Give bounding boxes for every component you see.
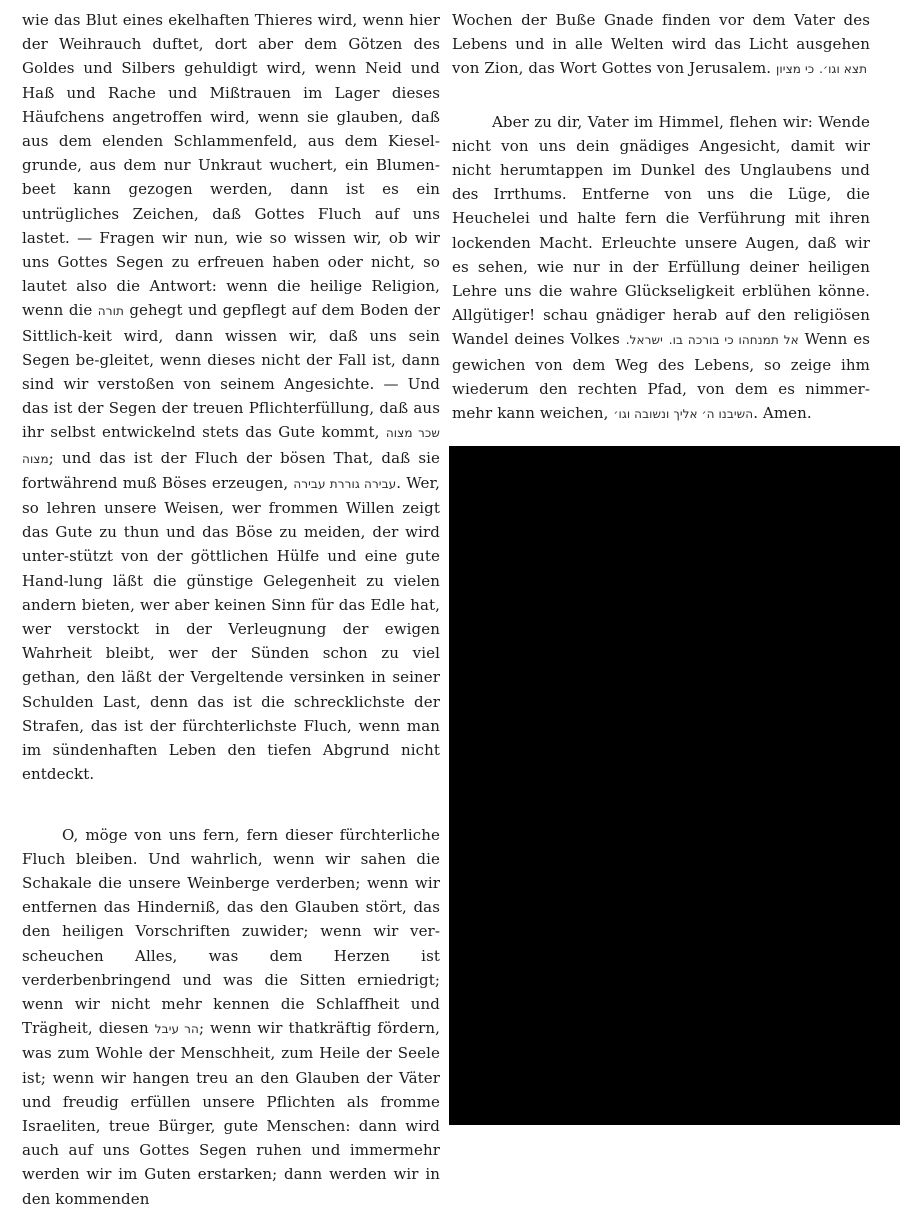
scan-black-region	[449, 446, 900, 1125]
text-segment: Wochen der Buße Gnade finden vor dem Vater des Lebens und in alle Welten wird das Licht ausgehen von Zion, das Wort Gottes von Jerusalem.	[452, 11, 870, 78]
text-segment: Wenn es gewichen von dem Weg des Lebens, so zeige ihm wiederum den rechten Pfad, von dem es nimmer-mehr kann weichen,	[452, 330, 870, 423]
hebrew-phrase: עבירה גוררת עבירה	[293, 476, 397, 491]
paragraph-gap	[452, 82, 870, 110]
hebrew-phrase: אל תמנחהו כי בורכה בו.	[668, 333, 799, 348]
text-segment: wie das Blut eines ekelhaften Thieres wird, wenn hier der Weihrauch duftet, dort aber dem Götzen des Goldes und Silbers gehuldigt wird, wenn Neid und Haß und Rache und Mißtrauen im Lager dieses Häufchens angetroffen wird, wenn sie glauben, daß aus dem elenden Schlammenfeld, aus dem Kiesel-grunde, aus dem nur Unkraut wuchert, ein Blumen-beet kann gezogen werden, dann ist es ein untrügliches Zeichen, daß Gottes Fluch auf uns lastet. — Fragen wir nun, wie so wissen wir, ob wir uns Gottes Segen zu erfreuen haben oder nicht, so lautet also die Antwort: wenn die heilige Religion, wenn die	[22, 11, 440, 320]
text-segment: ; und das ist der Fluch der bösen That, daß sie fortwährend muß Böses erzeugen,	[22, 448, 440, 492]
hebrew-phrase: כי מציון	[776, 62, 815, 77]
right-column	[452, 8, 870, 426]
left-column	[22, 8, 440, 1211]
hebrew-phrase: תורה	[97, 304, 124, 319]
right-paragraph-2	[452, 110, 870, 427]
hebrew-phrase: ישראל.	[625, 333, 663, 348]
hebrew-phrase: השיבנו ה׳ אליך ונשובה וגו׳	[613, 407, 754, 422]
left-paragraph-1	[22, 8, 440, 787]
left-paragraph-2	[22, 823, 440, 1211]
paragraph-gap	[22, 787, 440, 823]
hebrew-phrase: תצא וגו׳.	[819, 62, 868, 77]
text-segment: ; wenn wir thatkräftig fördern, was zum Wohle der Menschheit, zum Heile der Seele ist; wenn wir hangen treu an den Glauben der Väter und freudig erfüllen unsere Pflichten als fromme Israeliten, treue Bürger, gute Menschen: dann wird auch auf uns Gottes Segen ruhen und immermehr werden wir im Guten erstarken; dann werden wir in den kommenden	[22, 1019, 440, 1208]
hebrew-phrase: הר עיבל	[154, 1022, 199, 1037]
text-segment: . Amen.	[753, 404, 812, 423]
text-segment: gehegt und gepflegt auf dem Boden der Sittlich-keit wird, dann wissen wir, daß uns sein Segen be-gleitet, wenn dieses nicht der Fall ist, dann sind wir verstoßen von seinem Angesichte. — Und das ist der Segen der treuen Pflichterfüllung, daß aus ihr selbst entwickelnd stets das Gute kommt,	[22, 301, 440, 442]
right-paragraph-1	[452, 8, 870, 82]
text-segment: O, möge von uns fern, fern dieser fürchterliche Fluch bleiben. Und wahrlich, wenn wir sahen die Schakale die unsere Weinberge verderben; wenn wir entfernen das Hinderniß, das den Glauben stört, das den heiligen Vorschriften zuwider; wenn wir ver-scheuchen Alles, was dem Herzen ist verderbenbringend und was die Sitten erniedrigt; wenn wir nicht mehr kennen die Schlaffheit und Trägheit, diesen	[22, 825, 440, 1038]
text-segment: . Wer, so lehren unsere Weisen, wer frommen Willen zeigt das Gute zu thun und das Böse zu meiden, der wird unter-stützt von der göttlichen Hülfe und eine gute Hand-lung läßt die günstige Gelegenheit zu vielen andern bieten, wer aber keinen Sinn für das Edle hat, wer verstockt in der Verleugnung der ewigen Wahrheit bleibt, wer der Sünden schon zu viel gethan, den läßt der Vergeltende versinken in seiner Schulden Last, denn das ist die schrecklichste der Strafen, das ist der fürchterlichste Fluch, wenn man im sündenhaften Leben den tiefen Abgrund nicht entdeckt.	[22, 473, 440, 784]
hebrew-phrase: שכר מצוה מצוה	[22, 426, 440, 466]
text-segment: Aber zu dir, Vater im Himmel, flehen wir: Wende nicht von uns dein gnädiges Angesicht, damit wir nicht herumtappen im Dunkel des Unglaubens und des Irrthums. Entferne von uns die Lüge, die Heuchelei und halte fern die Verführung mit ihren lockenden Macht. Erleuchte unsere Augen, daß wir es sehen, wie nur in der Erfüllung deiner heiligen Lehre uns die wahre Glückseligkeit erblühen könne. Allgütiger! schau gnädiger herab auf den religiösen Wandel deines Volkes	[452, 112, 870, 349]
